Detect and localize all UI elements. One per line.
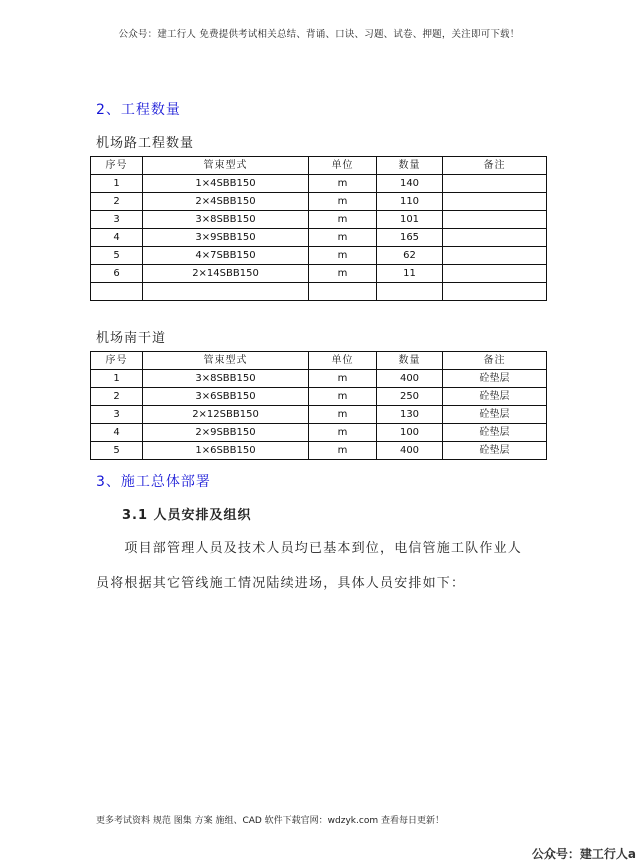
cell-spec: 2×9SBB150	[143, 424, 309, 442]
cell-note: 砼垫层	[443, 442, 547, 460]
cell-unit: m	[309, 211, 377, 229]
table-row	[91, 229, 547, 247]
table-header-row	[91, 157, 547, 175]
table-row-empty	[91, 283, 547, 301]
cell-index: 2	[91, 193, 143, 211]
header-cell-index: 序号	[91, 352, 143, 370]
cell-quantity: 400	[377, 442, 443, 460]
cell-unit: m	[309, 247, 377, 265]
header-note: 公众号：建工行人 免费提供考试相关总结、背诵、口诀、习题、试卷、押题，关注即可下载！	[118, 29, 520, 40]
header-cell-unit: 单位	[309, 157, 377, 175]
subsection-heading-staffing: 3.1 人员安排及组织	[122, 508, 252, 523]
cell-spec: 3×6SBB150	[143, 388, 309, 406]
cell-note: 砼垫层	[443, 388, 547, 406]
cell-quantity: 11	[377, 265, 443, 283]
table-row	[91, 424, 547, 442]
cell-unit: m	[309, 442, 377, 460]
table-row	[91, 247, 547, 265]
table-row	[91, 406, 547, 424]
header-cell-index: 序号	[91, 157, 143, 175]
table-row	[91, 388, 547, 406]
cell-index: 1	[91, 370, 143, 388]
cell-spec: 2×4SBB150	[143, 193, 309, 211]
cell-spec: 2×12SBB150	[143, 406, 309, 424]
footer-note: 更多考试资料 规范 图集 方案 施组、CAD 软件下载官网：wdzyk.com 查看每日更新！	[96, 816, 444, 826]
paragraph-line-2: 员将根据其它管线施工情况陆续进场，具体人员安排如下：	[96, 576, 466, 591]
cell-unit: m	[309, 406, 377, 424]
cell-unit: m	[309, 175, 377, 193]
cell-index: 5	[91, 442, 143, 460]
header-cell-spec: 管束型式	[143, 352, 309, 370]
cell-unit: m	[309, 193, 377, 211]
header-cell-note: 备注	[443, 157, 547, 175]
section-heading-deployment: 3、施工总体部署	[96, 474, 211, 490]
cell-note	[443, 283, 547, 301]
cell-unit: m	[309, 424, 377, 442]
table-caption-airport-road: 机场路工程数量	[96, 136, 195, 151]
cell-quantity: 101	[377, 211, 443, 229]
cell-note	[443, 211, 547, 229]
cell-spec	[143, 283, 309, 301]
cell-index	[91, 283, 143, 301]
cell-unit	[309, 283, 377, 301]
cell-note: 砼垫层	[443, 370, 547, 388]
cell-note	[443, 175, 547, 193]
cell-spec: 4×7SBB150	[143, 247, 309, 265]
cell-unit: m	[309, 265, 377, 283]
cell-spec: 1×4SBB150	[143, 175, 309, 193]
cell-quantity: 400	[377, 370, 443, 388]
cell-index: 1	[91, 175, 143, 193]
cell-index: 3	[91, 406, 143, 424]
cell-quantity: 250	[377, 388, 443, 406]
table-row	[91, 211, 547, 229]
header-cell-quantity: 数量	[377, 352, 443, 370]
cell-unit: m	[309, 370, 377, 388]
cell-note: 砼垫层	[443, 406, 547, 424]
cell-index: 6	[91, 265, 143, 283]
cell-quantity: 62	[377, 247, 443, 265]
cell-quantity: 130	[377, 406, 443, 424]
cell-index: 4	[91, 229, 143, 247]
header-cell-note: 备注	[443, 352, 547, 370]
cell-spec: 3×8SBB150	[143, 211, 309, 229]
cell-spec: 1×6SBB150	[143, 442, 309, 460]
cell-quantity: 100	[377, 424, 443, 442]
header-cell-quantity: 数量	[377, 157, 443, 175]
cell-note	[443, 247, 547, 265]
cell-unit: m	[309, 229, 377, 247]
cell-spec: 3×8SBB150	[143, 370, 309, 388]
cell-spec: 2×14SBB150	[143, 265, 309, 283]
table-row	[91, 193, 547, 211]
watermark: 公众号：建工行人a	[531, 847, 636, 861]
cell-index: 5	[91, 247, 143, 265]
cell-quantity: 110	[377, 193, 443, 211]
cell-unit: m	[309, 388, 377, 406]
cell-quantity	[377, 283, 443, 301]
table-row	[91, 265, 547, 283]
quantity-table-airport-road	[90, 156, 547, 301]
cell-quantity: 165	[377, 229, 443, 247]
table-row	[91, 175, 547, 193]
section-heading-quantities: 2、工程数量	[96, 102, 181, 118]
cell-note	[443, 193, 547, 211]
quantity-table-airport-south-road	[90, 351, 547, 460]
table-caption-airport-south-road: 机场南干道	[96, 331, 167, 346]
cell-index: 4	[91, 424, 143, 442]
cell-note: 砼垫层	[443, 424, 547, 442]
paragraph-line-1: 项目部管理人员及技术人员均已基本到位，电信管施工队作业人	[96, 541, 523, 556]
cell-note	[443, 265, 547, 283]
table-row	[91, 442, 547, 460]
cell-index: 2	[91, 388, 143, 406]
table-row	[91, 370, 547, 388]
cell-spec: 3×9SBB150	[143, 229, 309, 247]
header-cell-spec: 管束型式	[143, 157, 309, 175]
cell-quantity: 140	[377, 175, 443, 193]
table-header-row	[91, 352, 547, 370]
cell-note	[443, 229, 547, 247]
header-cell-unit: 单位	[309, 352, 377, 370]
cell-index: 3	[91, 211, 143, 229]
